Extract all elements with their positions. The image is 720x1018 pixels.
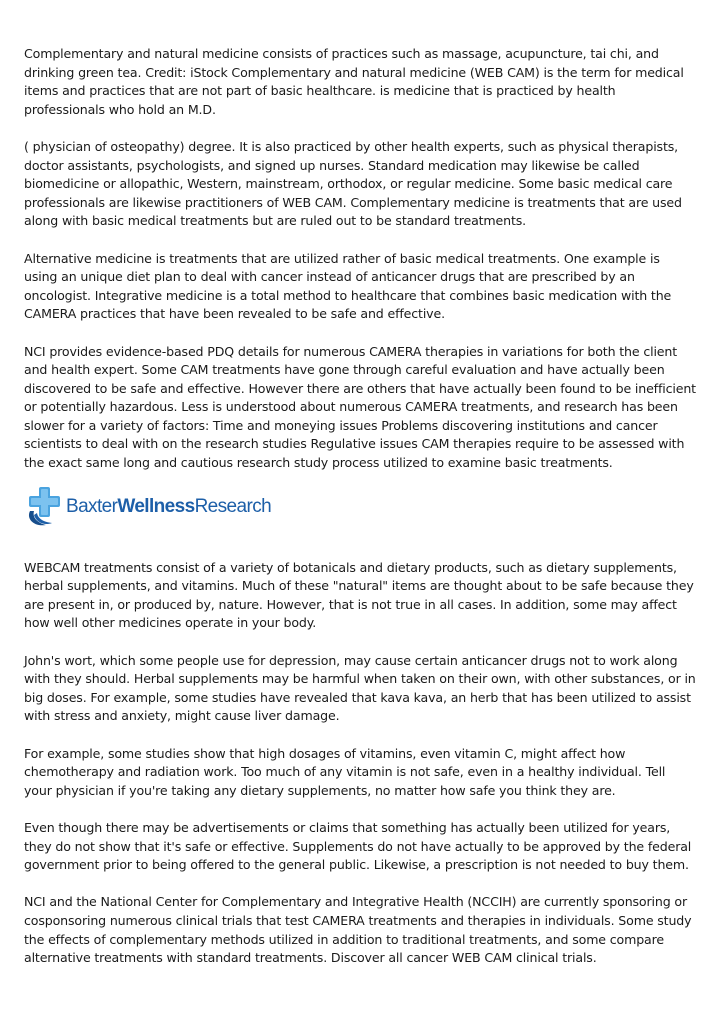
paragraph: John's wort, which some people use for depression, may cause certain anticancer drugs not to work along with they should. Herbal supplements may be harmful when taken on their own, with other substances, or in big doses. For example, some studies have revealed that kava kava, an herb that has been utilized to assist with stress and anxiety, might cause liver damage. (24, 652, 696, 724)
logo-word-baxter: Baxter (66, 496, 118, 518)
paragraph: Even though there may be advertisements or claims that something has actually been utilized for years, they do not show that it's safe or effective. Supplements do not have actually to be approved by the federal government prior to being offered to the general public. Likewise, a prescription is not needed to buy them. (24, 819, 692, 873)
paragraph: For example, some studies show that high dosages of vitamins, even vitamin C, might affect how chemotherapy and radiation work. Too much of any vitamin is not safe, even in a healthy individual. Tell your physician if you're taking any dietary supplements, no matter how safe you think they are. (24, 745, 666, 798)
paragraph: NCI and the National Center for Complementary and Integrative Health (NCCIH) are currently sponsoring or cosponsoring numerous clinical trials that test CAMERA treatments and therapies in individuals. Some study the effects of complementary methods utilized in addition to traditional treatments, and some compare alternative treatments with standard treatments. Discover all cancer WEB CAM clinical trials. (24, 894, 692, 966)
paragraph: Alternative medicine is treatments that are utilized rather of basic medical treatments. One example is using an unique diet plan to deal with cancer instead of anticancer drugs that are prescribed by an oncologist. Integrative medicine is a total method to healthcare that combines basic medication with the CAMERA practices that have been revealed to be safe and effective. (24, 250, 672, 322)
paragraph: WEBCAM treatments consist of a variety of botanicals and dietary products, such as dietary supplements, herbal supplements, and vitamins. Much of these "natural" items are thought about to be safe because they are present in, or produced by, nature. However, that is not true in all cases. In addition, some may affect how well other medicines operate in your body. (24, 559, 694, 631)
logo-word-wellness: Wellness (117, 496, 195, 518)
logo-wordmark (66, 497, 271, 516)
paragraph: NCI provides evidence-based PDQ details for numerous CAMERA therapies in variations for both the client and health expert. Some CAM treatments have gone through careful evaluation and have actually been discovered to be safe and effective. However there are others that have actually been found to be inefficient or potentially hazardous. Less is understood about numerous CAMERA treatments, and research has been slower for a variety of factors: Time and moneying issues Problems discovering institutions and cancer scientists to deal with on the research studies Regulative issues CAM therapies require to be assessed with the exact same long and cautious research study process utilized to examine basic treatments. (24, 343, 696, 471)
paragraph: ( physician of osteopathy) degree. It is also practiced by other health experts, such as physical therapists, doctor assistants, psychologists, and signed up nurses. Standard medication may likewise be called biomedicine or allopathic, Western, mainstream, orthodox, or regular medicine. Some basic medical care professionals are likewise practitioners of WEB CAM. Complementary medicine is treatments that are used along with basic medical treatments but are ruled out to be standard treatments. (24, 138, 682, 229)
paragraph: Complementary and natural medicine consists of practices such as massage, acupuncture, tai chi, and drinking green tea. Credit: iStock Complementary and natural medicine (WEB CAM) is the term for medical items and practices that are not part of basic healthcare. is medicine that is practiced by health professionals who hold an M.D. (24, 46, 684, 117)
document-page (24, 45, 696, 968)
baxter-wellness-logo (24, 481, 696, 533)
logo-word-research: Research (194, 496, 272, 518)
medical-cross-icon (24, 485, 62, 529)
